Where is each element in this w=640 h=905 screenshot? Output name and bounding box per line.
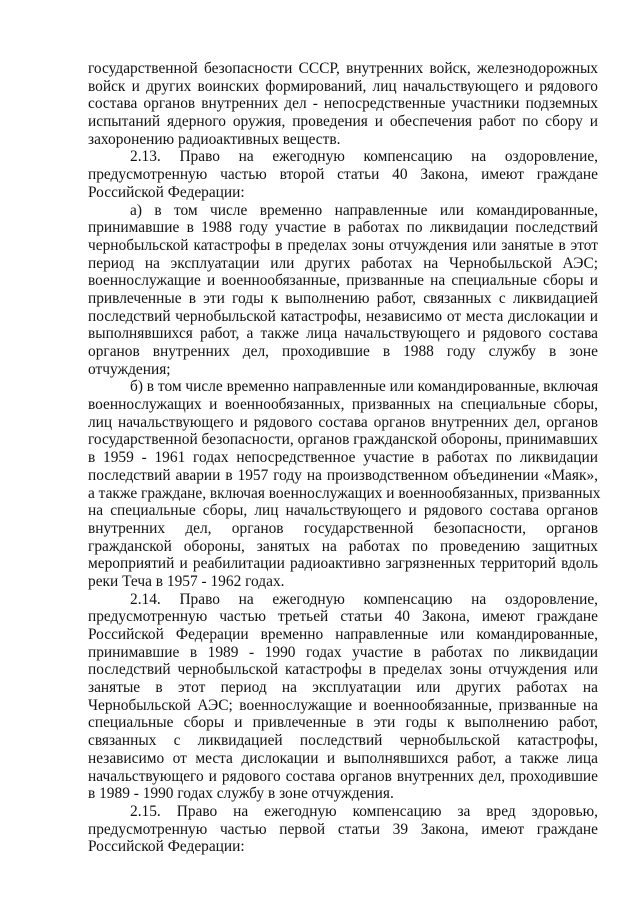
text-line: в 1959 - 1961 годах непосредственное участие в работах по ликвидации	[88, 449, 598, 467]
text-line: военнослужащих и военнообязанных, призванных на специальные сборы,	[88, 396, 598, 414]
text-line: захоронению радиоактивных веществ.	[88, 130, 341, 148]
text-line: связанных с ликвидацией последствий чернобыльской катастрофы,	[88, 732, 598, 750]
text-line: на специальные сборы, лиц начальствующего и рядового состава органов	[88, 502, 598, 520]
text-line: предусмотренную частью третьей статьи 40 Закона, имеют граждане	[88, 608, 598, 626]
text-line: выполнявшихся работ, а также лица начальствующего и рядового состава	[88, 325, 598, 343]
text-line: период на эксплуатации или других работах на Чернобыльской АЭС;	[88, 254, 598, 272]
text-line: привлеченные в эти годы к выполнению работ, связанных с ликвидацией	[88, 289, 598, 307]
text-line: Российской Федерации временно направленные или командированные,	[88, 626, 598, 643]
text-line: занятые в этот период на эксплуатации или других работах на	[88, 679, 598, 697]
text-line: состава органов внутренних дел - непосредственные участники подземных	[88, 95, 598, 113]
text-line: государственной безопасности СССР, внутренних войск, железнодорожных	[88, 60, 598, 77]
paragraph-2-15	[88, 803, 598, 856]
paragraph-2-14	[88, 591, 598, 803]
paragraph-item-a	[88, 202, 598, 379]
text-line: внутренних дел, органов государственной безопасности, органов	[88, 519, 598, 537]
text-line: последствий аварии в 1957 году на производственном объединении «Маяк»,	[88, 466, 598, 484]
text-line: войск и других воинских формирований, лиц начальствующего и рядового	[88, 77, 598, 95]
text-line: Российской Федерации:	[88, 183, 245, 201]
text-line: независимо от места дислокации и выполнявшихся работ, а также лица	[88, 749, 598, 767]
text-line: чернобыльской катастрофы в пределах зоны отчуждения или занятые в этот	[88, 236, 598, 254]
text-line: а также граждане, включая военнослужащих и военнообязанных, призванных	[88, 484, 601, 502]
text-line: гражданской обороны, занятых на работах по проведению защитных	[88, 537, 598, 555]
text-line: последствий чернобыльской катастрофы в пределах зоны отчуждения или	[88, 661, 598, 679]
text-line: реки Теча в 1957 - 1962 годах.	[88, 572, 285, 590]
document-page	[88, 60, 601, 856]
text-line: последствий чернобыльской катастрофы, независимо от места дислокации и	[88, 307, 598, 325]
text-line: Чернобыльской АЭС; военнослужащие и военнообязанные, призванные на	[88, 696, 598, 714]
text-line: а) в том числе временно направленные или командированные,	[130, 201, 598, 219]
text-line: 2.13. Право на ежегодную компенсацию на оздоровление,	[130, 148, 598, 166]
text-line: мероприятий и реабилитации радиоактивно загрязненных территорий вдоль	[88, 555, 598, 573]
text-line: Российской Федерации:	[88, 838, 245, 856]
text-line: 2.14. Право на ежегодную компенсацию на оздоровление,	[130, 590, 598, 608]
text-line: б) в том числе временно направленные или командированные, включая	[130, 378, 599, 396]
text-line: предусмотренную частью первой статьи 39 Закона, имеют граждане	[88, 820, 598, 838]
text-line: предусмотренную частью второй статьи 40 Закона, имеют граждане	[88, 166, 598, 184]
text-line: принимавшие в 1988 году участие в работах по ликвидации последствий	[88, 219, 598, 237]
text-line: начальствующего и рядового состава органов внутренних дел, проходившие	[88, 767, 598, 785]
text-line: отчуждения;	[88, 360, 171, 378]
text-line: лиц начальствующего и рядового состава органов внутренних дел, органов	[88, 413, 598, 431]
text-line: в 1989 - 1990 годах службу в зоне отчуждения.	[88, 785, 394, 803]
paragraph	[88, 60, 598, 148]
text-line: органов внутренних дел, проходившие в 1988 году службу в зоне	[88, 343, 598, 360]
paragraph-2-13	[88, 148, 598, 201]
paragraph-item-b	[88, 378, 601, 590]
text-line: 2.15. Право на ежегодную компенсацию за вред здоровью,	[130, 802, 598, 820]
text-line: испытаний ядерного оружия, проведения и обеспечения работ по сбору и	[88, 113, 598, 131]
text-line: принимавшие в 1989 - 1990 годах участие в работах по ликвидации	[88, 643, 598, 661]
text-line: специальные сборы и привлеченные в эти годы к выполнению работ,	[88, 714, 598, 732]
text-line: государственной безопасности, органов гражданской обороны, принимавших	[88, 431, 598, 449]
text-line: военнослужащие и военнообязанные, призванные на специальные сборы и	[88, 272, 598, 290]
